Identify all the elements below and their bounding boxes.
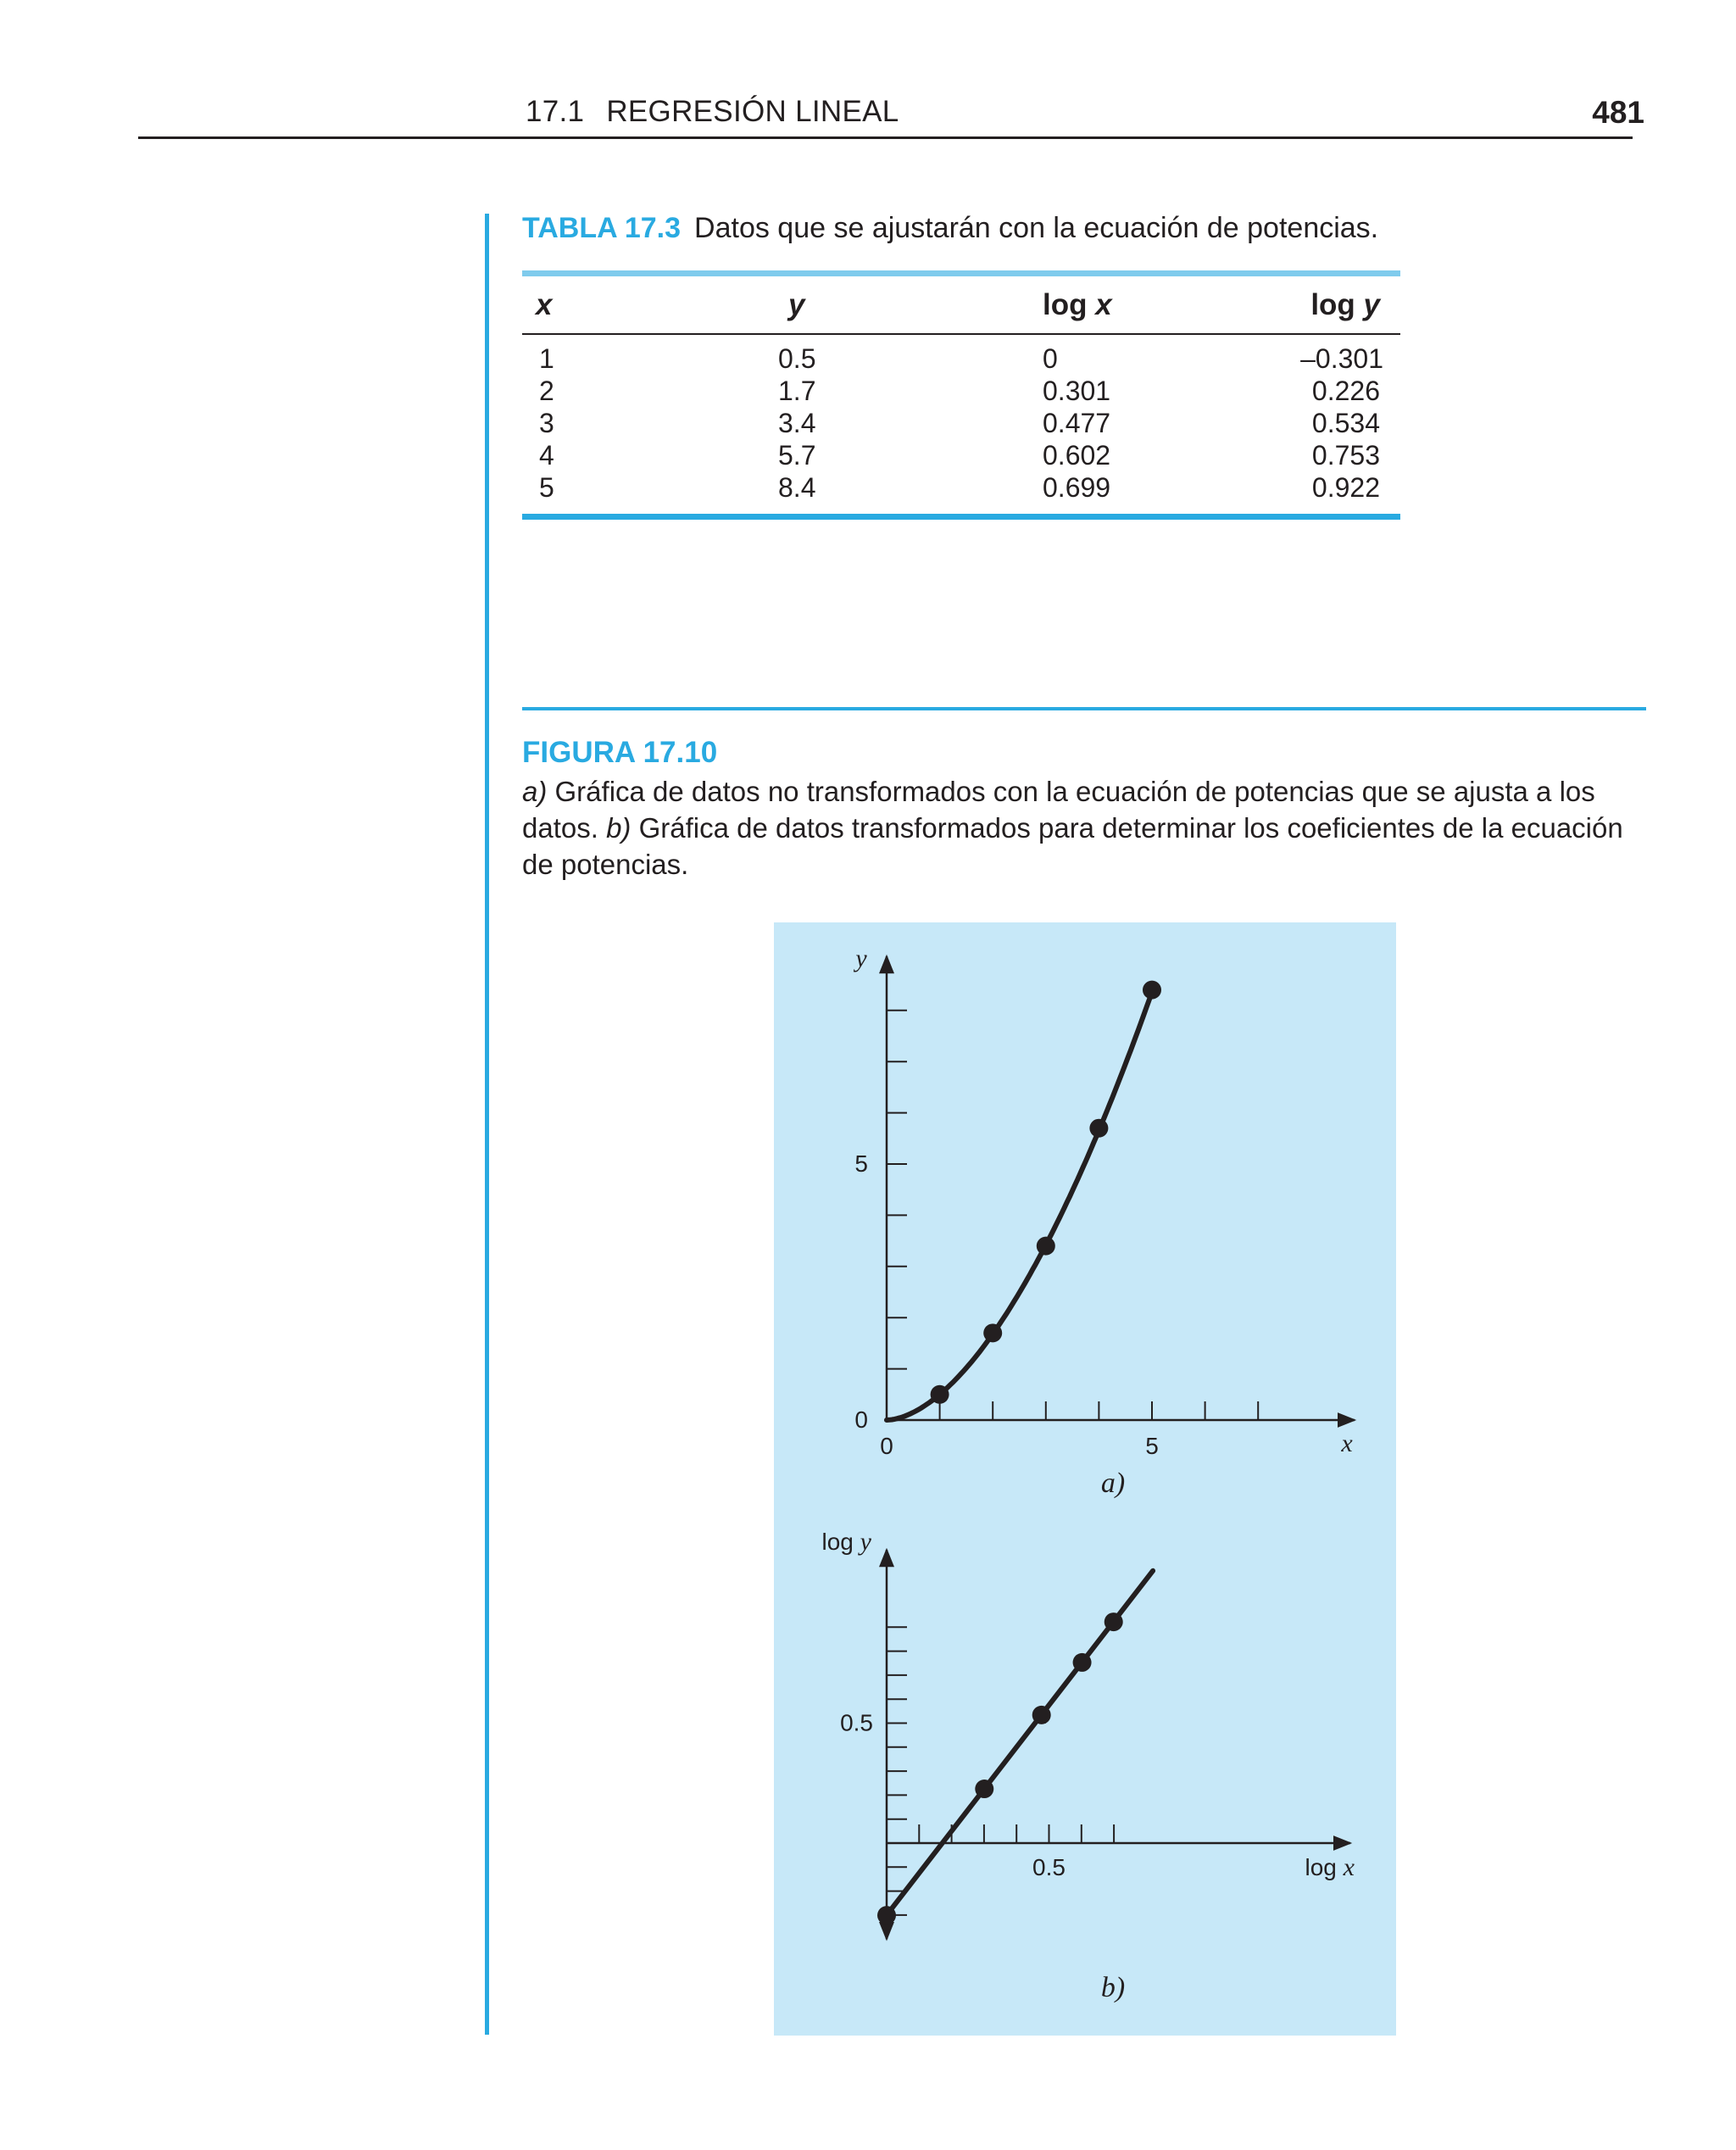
table-cell: 4 bbox=[539, 440, 554, 471]
x-tick-label: 0.5 bbox=[1032, 1854, 1066, 1880]
y-tick-label: 0 bbox=[854, 1406, 868, 1433]
table-cell: 0 bbox=[1043, 343, 1058, 374]
x-axis-label-var: x bbox=[1343, 1853, 1355, 1881]
section-title: REGRESIÓN LINEAL bbox=[606, 95, 899, 128]
margin-rule bbox=[485, 214, 489, 2035]
table-caption bbox=[522, 212, 1378, 245]
caption-a-text: Gráfica de datos no transformados con la ecuación de potencias que se ajusta a los datos. bbox=[522, 776, 1595, 844]
data-point bbox=[1104, 1612, 1123, 1631]
data-point bbox=[1143, 981, 1161, 1000]
column-header-log-y bbox=[1310, 288, 1380, 322]
table-cell: 1.7 bbox=[778, 376, 816, 406]
data-point bbox=[1073, 1653, 1092, 1672]
column-header-log-x-var: x bbox=[1095, 288, 1112, 321]
table-caption-text: Datos que se ajustarán con la ecuación de potencias. bbox=[694, 212, 1379, 244]
table-head-rule bbox=[522, 333, 1400, 335]
figure-panel bbox=[774, 922, 1396, 2036]
table-cell: 0.922 bbox=[1311, 472, 1380, 503]
table-cell: 0.534 bbox=[1311, 408, 1380, 438]
figure-charts bbox=[774, 922, 1396, 2036]
table-cell: 8.4 bbox=[778, 472, 816, 503]
table-cell: 3 bbox=[539, 408, 554, 438]
data-point bbox=[1089, 1119, 1108, 1138]
x-axis-label-prefix: log bbox=[1305, 1854, 1344, 1880]
x-axis-label bbox=[1305, 1853, 1355, 1881]
panel-label-b: b) bbox=[1100, 1972, 1126, 2003]
column-header-y: y bbox=[788, 288, 805, 321]
running-head bbox=[526, 95, 899, 129]
panel-label-a: a) bbox=[1100, 1468, 1126, 1499]
caption-a-marker: a) bbox=[522, 776, 548, 807]
chart-a bbox=[853, 944, 1355, 1499]
figure-rule bbox=[522, 707, 1646, 710]
data-point bbox=[975, 1780, 993, 1798]
page-number: 481 bbox=[1592, 95, 1644, 130]
table-bottom-rule bbox=[522, 514, 1400, 520]
table-cell: –0.301 bbox=[1300, 343, 1383, 374]
y-tick-label: 0.5 bbox=[840, 1709, 873, 1736]
figure-caption bbox=[522, 773, 1624, 883]
section-number: 17.1 bbox=[526, 95, 585, 128]
table-cell: 0.602 bbox=[1043, 440, 1111, 471]
table-cell: 2 bbox=[539, 376, 554, 406]
y-axis-label-var: y bbox=[860, 1528, 871, 1556]
chart-b bbox=[822, 1528, 1355, 2003]
table-top-rule bbox=[522, 270, 1400, 276]
x-tick-label: 5 bbox=[1145, 1433, 1159, 1459]
data-point bbox=[931, 1385, 949, 1404]
table-label: TABLA 17.3 bbox=[522, 212, 682, 244]
table-cell: 0.5 bbox=[778, 343, 816, 374]
column-header-log-x-log: log bbox=[1043, 288, 1088, 321]
table-cell: 0.753 bbox=[1311, 440, 1380, 471]
table-cell: 0.301 bbox=[1043, 376, 1111, 406]
y-axis-label bbox=[822, 1528, 872, 1556]
data-point bbox=[877, 1906, 896, 1924]
table-cell: 5 bbox=[539, 472, 554, 503]
caption-b-text: Gráfica de datos transformados para determinar los coeficientes de la ecuación de potencias. bbox=[522, 812, 1623, 880]
table-cell: 0.699 bbox=[1043, 472, 1111, 503]
table-cell: 0.226 bbox=[1311, 376, 1380, 406]
table-cell: 3.4 bbox=[778, 408, 816, 438]
figure-label: FIGURA 17.10 bbox=[522, 736, 718, 769]
data-point bbox=[1032, 1706, 1051, 1724]
table-cell: 1 bbox=[539, 343, 554, 374]
y-axis-label-prefix: log bbox=[821, 1529, 860, 1555]
column-header-log-y-log: log bbox=[1310, 288, 1355, 321]
table-cell: 5.7 bbox=[778, 440, 816, 471]
fit-curve bbox=[887, 992, 1152, 1420]
column-header-log-x bbox=[1043, 288, 1112, 322]
data-point bbox=[1037, 1237, 1055, 1256]
header-rule bbox=[138, 136, 1633, 139]
data-point bbox=[983, 1323, 1002, 1342]
column-header-x: x bbox=[536, 288, 553, 321]
x-axis-label: x bbox=[1341, 1429, 1353, 1457]
table-cell: 0.477 bbox=[1043, 408, 1111, 438]
y-tick-label: 5 bbox=[854, 1150, 868, 1177]
column-header-log-y-var: y bbox=[1363, 288, 1380, 321]
y-axis-label: y bbox=[855, 944, 867, 972]
x-tick-label: 0 bbox=[880, 1433, 893, 1459]
caption-b-marker: b) bbox=[606, 812, 632, 844]
